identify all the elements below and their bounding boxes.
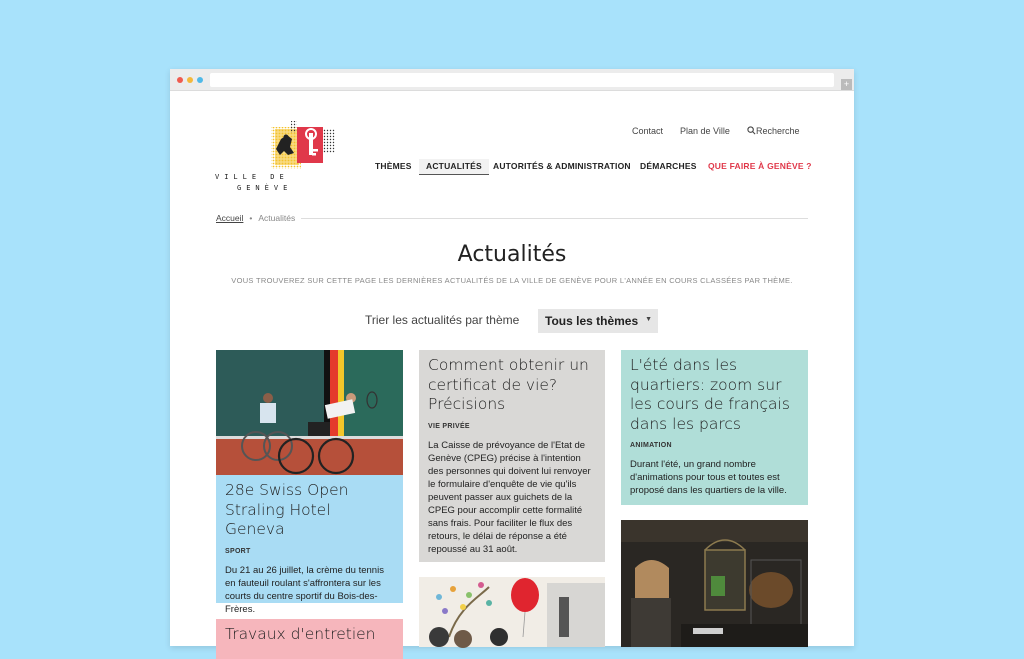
nav-themes[interactable]: THÈMES — [375, 161, 412, 171]
theme-filter-select[interactable] — [538, 309, 658, 333]
wheelchair-tennis-image — [216, 350, 403, 475]
breadcrumb-divider — [301, 218, 808, 219]
art-workshop-image — [419, 577, 605, 647]
card-body: Du 21 au 26 juillet, la crème du tennis en fauteuil roulant s'affrontera sur les courts du centre sportif du Bois-des-Frères. — [225, 564, 384, 615]
breadcrumb-current: Actualités — [258, 213, 296, 223]
tennis-photo[interactable] — [216, 350, 403, 475]
nav-que-faire-a-geneve[interactable]: QUE FAIRE À GENÈVE ? — [708, 161, 812, 171]
theme-filter-value: Tous les thèmes — [545, 314, 639, 328]
logo-line-2: GENÈVE — [237, 184, 293, 192]
page-content — [170, 91, 854, 646]
search-label: Recherche — [756, 126, 800, 136]
nav-demarches[interactable]: DÉMARCHES — [640, 161, 697, 171]
page-subtitle: VOUS TROUVEREZ SUR CETTE PAGE LES DERNIÈRES ACTUALITÉS DE LA VILLE DE GENÈVE POUR L'ANNÉE EN COURS CLASSÉES PAR THÈME. — [231, 276, 793, 285]
museum-exhibit-image — [621, 520, 808, 647]
browser-toolbar — [170, 69, 854, 91]
news-card-ete-dans-les-quartiers[interactable] — [621, 350, 808, 505]
card-title: L'été dans les quartiers: zoom sur les cours de français dans les parcs — [630, 356, 790, 433]
news-card-swiss-open[interactable] — [216, 475, 403, 615]
nav-actualites[interactable]: ACTUALITÉS — [419, 159, 489, 175]
card-tag: ANIMATION — [630, 442, 672, 449]
dropdown-arrow-icon: ▼ — [645, 316, 652, 323]
address-bar[interactable] — [210, 73, 834, 87]
card-body: La Caisse de prévoyance de l'Etat de Genève (CPEG) précise à l'intention des personnes qui doivent lui renvoyer le formulaire d'enquête de vie qu'ils peuvent passer aux guichets de la CPEG pour accomplir cette formalité sans frais. Pour faciliter le flux des retours, le délai de réponse a été repoussé au 31 août. — [428, 439, 591, 555]
maximize-window-icon[interactable] — [197, 77, 203, 83]
page-title: Actualités — [457, 242, 567, 267]
browser-window — [170, 69, 854, 646]
breadcrumb — [216, 213, 808, 223]
contact-link[interactable]: Contact — [632, 126, 664, 136]
close-window-icon[interactable] — [177, 77, 183, 83]
search-link[interactable] — [747, 126, 800, 136]
search-icon — [747, 126, 756, 135]
breadcrumb-home-link[interactable]: Accueil — [216, 213, 244, 223]
card-title: Travaux d'entretien — [225, 625, 376, 643]
card-title: Comment obtenir un certificat de vie? Précisions — [428, 356, 589, 413]
minimize-window-icon[interactable] — [187, 77, 193, 83]
card-title: 28e Swiss Open Straling Hotel Geneva — [225, 481, 349, 538]
museum-photo[interactable] — [621, 520, 808, 647]
nav-autorites-administration[interactable]: AUTORITÉS & ADMINISTRATION — [493, 161, 631, 171]
card-body: Durant l'été, un grand nombre d'animations pour tous et toutes est proposé dans les quartiers de la ville. — [630, 459, 787, 496]
art-workshop-photo[interactable] — [419, 577, 605, 647]
logo-line-1: VILLE DE — [215, 173, 289, 181]
plan-de-ville-link[interactable]: Plan de Ville — [680, 126, 730, 136]
ville-de-geneve-logo[interactable] — [215, 117, 345, 197]
filter-label: Trier les actualités par thème — [365, 313, 520, 327]
card-tag: VIE PRIVÉE — [428, 422, 470, 430]
new-tab-button[interactable]: + — [841, 79, 852, 90]
news-card-travaux[interactable] — [216, 619, 403, 659]
breadcrumb-separator: • — [249, 213, 253, 223]
news-card-certificat-de-vie[interactable] — [419, 350, 605, 562]
card-tag: SPORT — [225, 547, 251, 555]
